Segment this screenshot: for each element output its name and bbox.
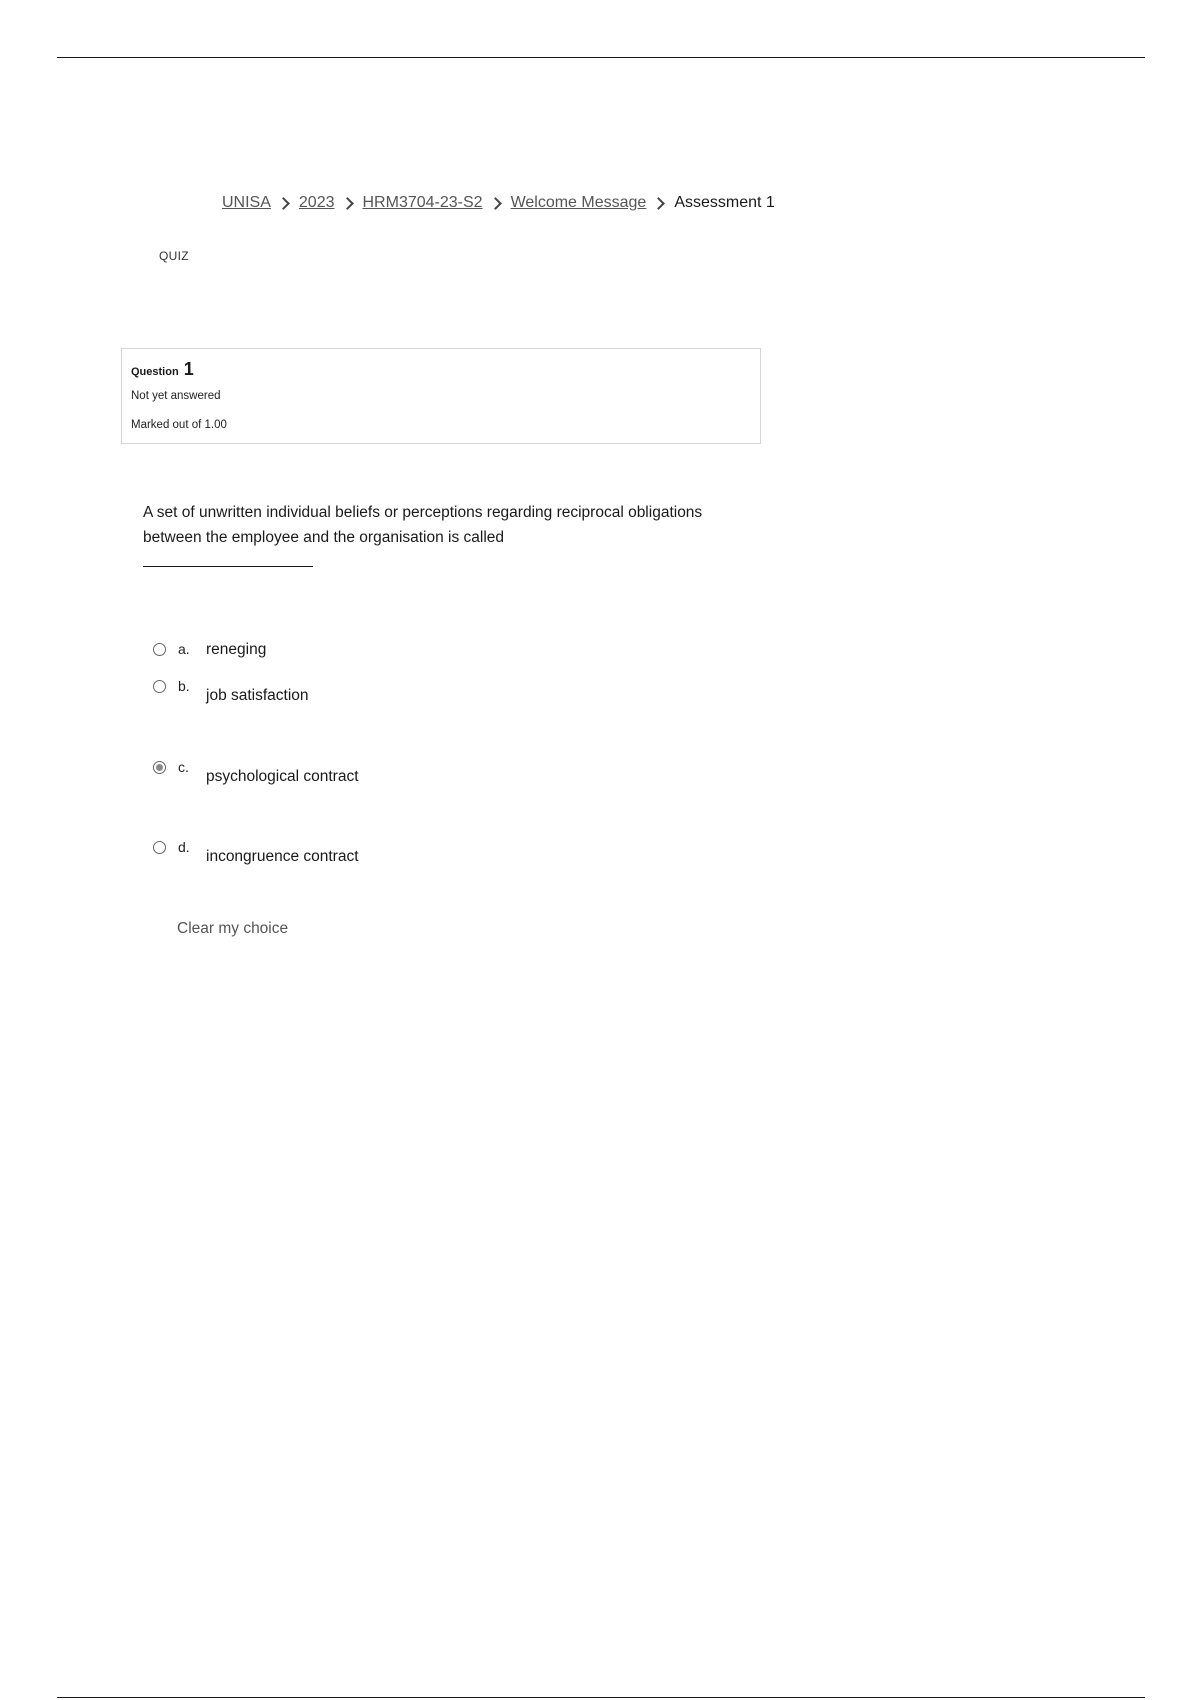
question-title bbox=[131, 359, 194, 380]
question-title-prefix: Question bbox=[131, 366, 179, 378]
question-number: 1 bbox=[183, 359, 194, 379]
question-grade: Marked out of 1.00 bbox=[131, 419, 227, 431]
breadcrumb-link-unisa[interactable]: UNISA bbox=[222, 194, 271, 211]
question-text: A set of unwritten individual beliefs or perceptions regarding reciprocal obligations between the employee and the organisation is called bbox=[143, 504, 703, 546]
clear-choice-link[interactable]: Clear my choice bbox=[177, 920, 289, 937]
answer-option-b[interactable] bbox=[153, 678, 309, 705]
question-info-box bbox=[121, 348, 761, 444]
answer-blank-line bbox=[143, 566, 313, 567]
chevron-right-icon bbox=[341, 197, 354, 210]
question-state: Not yet answered bbox=[131, 390, 221, 402]
radio-button-a[interactable] bbox=[153, 643, 166, 656]
radio-button-c[interactable] bbox=[153, 761, 166, 774]
quiz-label: QUIZ bbox=[159, 249, 189, 263]
radio-button-d[interactable] bbox=[153, 841, 166, 854]
option-text-b: job satisfaction bbox=[206, 687, 309, 704]
answer-option-d[interactable] bbox=[153, 839, 359, 866]
option-text-c: psychological contract bbox=[206, 768, 359, 785]
option-letter-b: b. bbox=[178, 678, 190, 694]
bottom-divider bbox=[57, 1697, 1145, 1698]
breadcrumb-link-course[interactable]: HRM3704-23-S2 bbox=[362, 194, 483, 211]
breadcrumb bbox=[222, 194, 775, 212]
option-letter-c: c. bbox=[178, 759, 189, 775]
answer-option-a[interactable] bbox=[153, 641, 266, 659]
breadcrumb-link-year[interactable]: 2023 bbox=[298, 194, 335, 211]
breadcrumb-current: Assessment 1 bbox=[674, 194, 775, 211]
chevron-right-icon bbox=[652, 197, 665, 210]
answer-option-c[interactable] bbox=[153, 759, 359, 786]
option-text-a: reneging bbox=[206, 641, 267, 658]
breadcrumb-link-welcome[interactable]: Welcome Message bbox=[510, 194, 647, 211]
chevron-right-icon bbox=[277, 197, 290, 210]
radio-button-b[interactable] bbox=[153, 680, 166, 693]
option-letter-a: a. bbox=[178, 641, 190, 657]
top-divider bbox=[57, 57, 1145, 58]
option-letter-d: d. bbox=[178, 839, 190, 855]
option-text-d: incongruence contract bbox=[206, 848, 359, 865]
chevron-right-icon bbox=[489, 197, 502, 210]
